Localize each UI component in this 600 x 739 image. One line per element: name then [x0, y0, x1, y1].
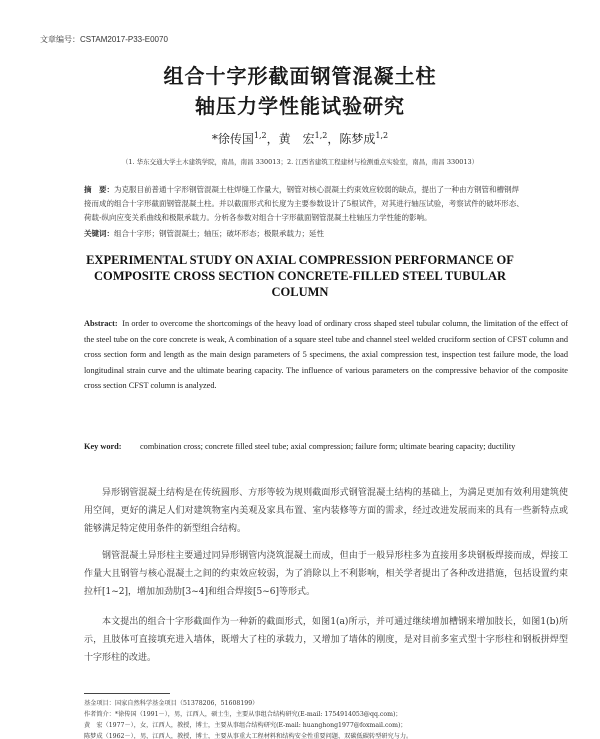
- english-title-line-3: COLUMN: [271, 285, 329, 299]
- footnote-fund: 基金项目：国家自然科学基金项目（51378206，51608199）: [84, 700, 259, 707]
- chinese-abstract: [84, 183, 524, 225]
- body-paragraph-1: 异形钢管混凝土结构是在传统圆形、方形等较为规则截面形式钢管混凝土结构的基础上，为満足更加有效利用建筑使用空间，更好的满足人们对建筑物室内美观及家具布置、室内装修等方面的需求，经过改进发展而来的具有一些新特点或能够满足特定使用条件的新型组合结构。: [84, 488, 568, 534]
- article-number: 文章编号：CSTAM2017-P33-E0070: [40, 35, 168, 44]
- author-list: [0, 130, 600, 147]
- footnote-divider: [84, 693, 170, 694]
- chinese-abstract-text: 为克服目前普通十字形钢管混凝土柱焊缝工作量大，钢管对核心混凝土约束效应较弱的缺点，提出了一种由方钢管和槽钢焊接而成的组合十字形截面钢管混凝土柱。并以截面形式和长度为主要参数设计了5根试件，对其进行轴压试验，考察试件的破坏形态、荷载-纵向应变关系曲线和极限承载力。分析各参数对组合十字形截面钢管混凝土柱轴压力学性能的影响。: [84, 185, 524, 222]
- footnote-author-3: 陈梦成（1962－），男，江西人，教授，博士，主要从事重大工程材料和结构安全性重要问题、双碳低碳转型研究与力。: [84, 733, 413, 739]
- author-1: *徐传国: [211, 132, 254, 146]
- english-abstract-text: In order to overcome the shortcomings of the heavy load of ordinary cross shaped steel tubular column, the limitation of the effect of the steel tube on the core concrete is weak, A combination of a square steel tube and channel steel welded cruciform section of CFST column and cross section form and length as the main design parameters of 5 specimens, the axial compression test, inspection test failure mode, the load longitudinal strain curve and the ultimate bearing capacity. The influence of various parameters on the compressive behavior of the composite cross section CFST column is analyzed.: [84, 319, 568, 390]
- affiliation: （1. 华东交通大学土木建筑学院，南昌，南昌 330013；2. 江西省建筑工程建材与检测重点实验室，南昌，南昌 330013）: [121, 158, 479, 166]
- author-2-affil: 1,2: [314, 131, 328, 140]
- english-abstract-label: Abstract:: [84, 319, 118, 328]
- chinese-title-line-1: 组合十字形截面钢管混凝土柱: [163, 64, 437, 88]
- chinese-keywords-label: 关键词：: [84, 229, 114, 238]
- english-abstract: [84, 316, 568, 394]
- body-paragraph-2: 钢管混凝土异形柱主要通过同异形钢管内浇筑混凝土而成，但由于一般异形柱多为直接用多块钢板焊接而成，焊接工作量大且钢管与核心混凝土之间的约束效应较弱，为了消除以上不利影响，相关学者提出了各种改进措施，包括设置约束拉杆[1~2]，增加加劲肋[3~4]和组合焊接[5~6]等形式。: [84, 551, 568, 597]
- author-3-affil: 1,2: [375, 131, 389, 140]
- chinese-title-line-2: 轴压力学性能试验研究: [195, 94, 405, 118]
- english-title-line-2: COMPOSITE CROSS SECTION CONCRETE-FILLED STEEL TUBULAR: [93, 269, 507, 283]
- english-keywords: [84, 439, 568, 455]
- body-paragraph-3: 本文提出的组合十字形截面作为一种新的截面形式，如图1(a)所示，并可通过继续增加槽钢来增加肢长，如图1(b)所示，且肢体可直接填充进入墙体，既增大了柱的承载力，又增加了墙体的刚度，是对目前多室式型十字形柱和钢板拼焊型十字形柱的改进。: [84, 617, 568, 663]
- chinese-keywords: [84, 227, 524, 241]
- author-1-affil: 1,2: [253, 131, 267, 140]
- author-3: ，陈梦成: [327, 132, 376, 146]
- english-title-line-1: EXPERIMENTAL STUDY ON AXIAL COMPRESSION PERFORMANCE OF: [86, 253, 514, 267]
- footnote-author-2: 黄 宏（1977－），女，江西人，教授，博士，主要从事组合结构研究(E-mail: huanghong1977@foxmail.com)；: [84, 722, 407, 729]
- footnote-author-1: 作者简介：*徐传国（1991－），男，江西人，硕士生，主要从事组合结构研究(E-mail: 1754914053@qq.com)；: [84, 711, 402, 718]
- chinese-keywords-text: 组合十字形；钢管混凝土；轴压；破坏形态；极限承载力；延性: [114, 229, 324, 238]
- english-keywords-text: combination cross; concrete filled steel tube; axial compression; failure form; ultimate bearing capacity; ductility: [140, 442, 516, 451]
- english-keywords-label: Key word:: [84, 442, 122, 451]
- chinese-abstract-label: 摘 要：: [84, 185, 114, 194]
- english-title: [30, 252, 570, 300]
- author-2: ，黄 宏: [266, 132, 315, 146]
